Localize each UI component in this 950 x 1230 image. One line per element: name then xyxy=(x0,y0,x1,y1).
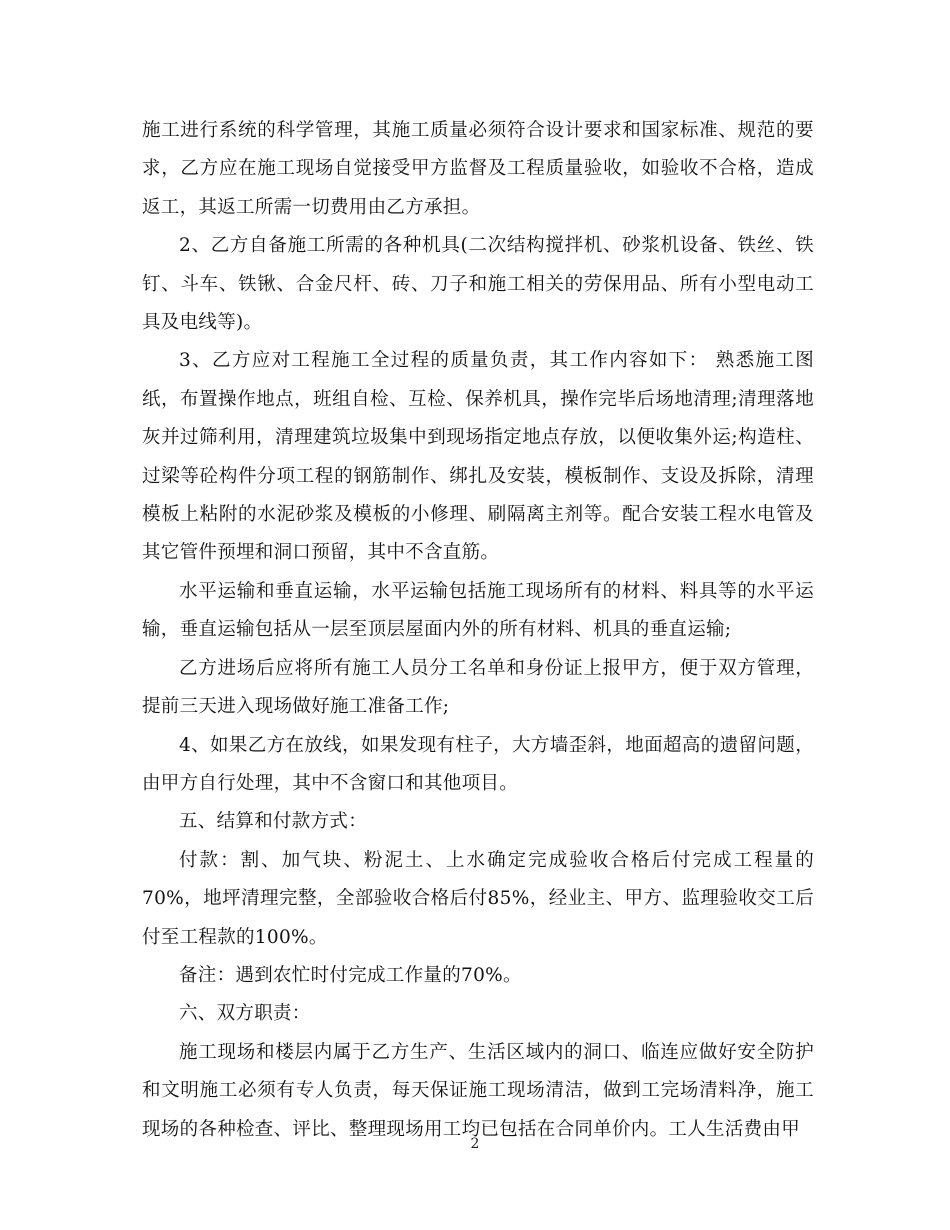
paragraph-5: 乙方进场后应将所有施工人员分工名单和身份证上报甲方，便于双方管理，提前三天进入现场做好施工准备工作; xyxy=(142,657,814,718)
paragraph-2: 2、乙方自备施工所需的各种机具(二次结构搅拌机、砂浆机设备、铁丝、铁钉、斗车、铁锹、合金尺杆、砖、刀子和施工相关的劳保用品、所有小型电动工具及电线等)。 xyxy=(142,235,814,334)
paragraph-note: 备注：遇到农忙时付完成工作量的70%。 xyxy=(179,964,522,986)
paragraph-3: 3、乙方应对工程施工全过程的质量负责，其工作内容如下： 熟悉施工图纸，布置操作地点，班组自检、互检、保养机具，操作完毕后场地清理;清理落地灰并过筛利用，清理建筑垃圾集中到现场指定地点存放，以便收集外运;构造柱、过梁等砼构件分项工程的钢筋制作、绑扎及安装，模板制作、支设及拆除，清理模板上粘附的水泥砂浆及模板的小修理、刷隔离主剂等。配合安装工程水电管及其它管件预埋和洞口预留，其中不含直筋。 xyxy=(142,350,814,564)
section-heading-duties: 六、双方职责： xyxy=(179,1003,311,1025)
paragraph-payment: 付款：割、加气块、粉泥土、上水确定完成验收合格后付完成工程量的70%，地坪清理完整，全部验收合格后付85%，经业主、甲方、监理验收交工后付至工程款的100%。 xyxy=(142,849,814,948)
paragraph-4: 水平运输和垂直运输，水平运输包括施工现场所有的材料、料具等的水平运输，垂直运输包括从一层至顶层屋面内外的所有材料、机具的垂直运输; xyxy=(142,580,814,641)
page-number: 2 xyxy=(470,1136,480,1152)
body-text xyxy=(142,112,814,1149)
paragraph-1: 施工进行系统的科学管理，其施工质量必须符合设计要求和国家标准、规范的要求，乙方应在施工现场自觉接受甲方监督及工程质量验收，如验收不合格，造成返工，其返工所需一切费用由乙方承担。 xyxy=(142,120,814,218)
paragraph-6: 4、如果乙方在放线，如果发现有柱子，大方墙歪斜，地面超高的遗留问题，由甲方自行处理，其中不含窗口和其他项目。 xyxy=(142,734,814,794)
section-heading-settlement: 五、结算和付款方式： xyxy=(179,811,368,833)
paragraph-duties: 施工现场和楼层内属于乙方生产、生活区域内的洞口、临连应做好安全防护和文明施工必须有专人负责，每天保证施工现场清洁，做到工完场清料净，施工现场的各种检查、评比、整理现场用工均已包括在合同单价内。工人生活费由甲 xyxy=(142,1041,814,1140)
